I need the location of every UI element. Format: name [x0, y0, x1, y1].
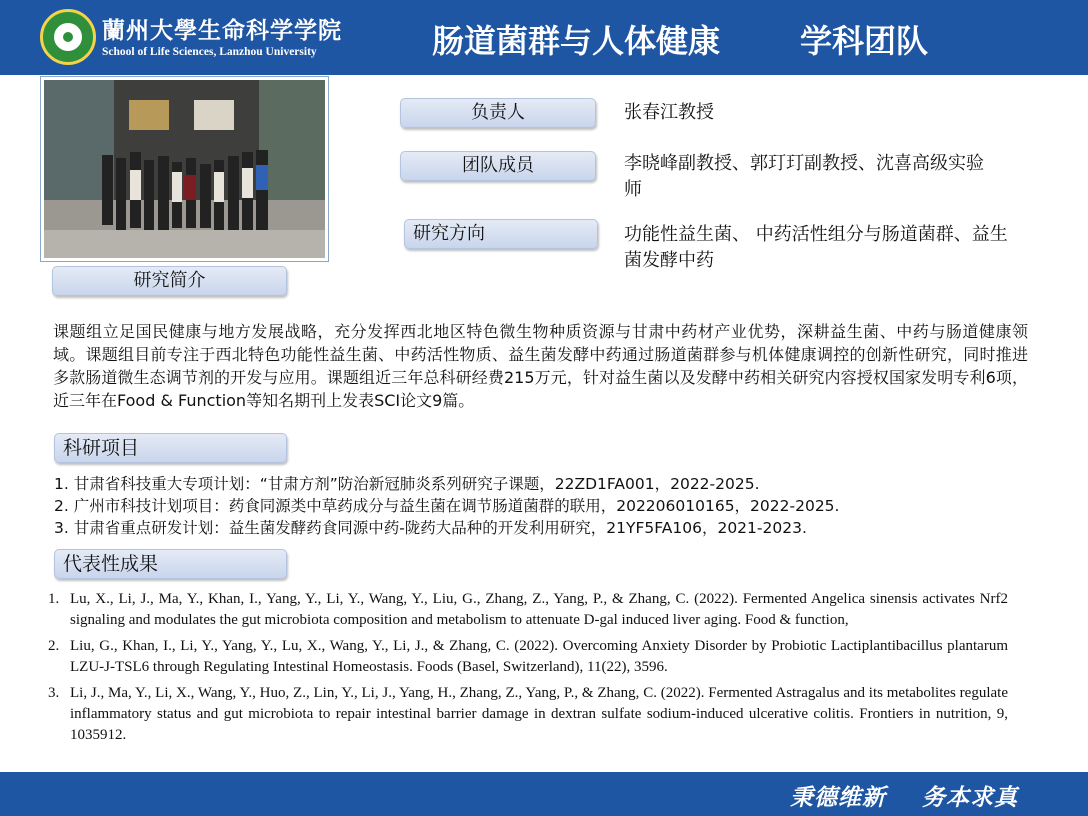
- item-number: 1.: [48, 591, 60, 607]
- achievements-list: [48, 589, 1008, 751]
- team-photo: [40, 76, 329, 262]
- motto: 秉德维新 务本求真: [790, 785, 1019, 811]
- university-logo: [40, 9, 96, 65]
- list-item: 3. 甘肃省重点研发计划：益生菌发酵药食同源中药-陇药大品种的开发利用研究，21YF5FA106，2021-2023.: [54, 519, 807, 537]
- intro-text: 课题组立足国民健康与地方发展战略，充分发挥西北地区特色微生物种质资源与甘肃中药材产业优势，深耕益生菌、中药与肠道健康领域。课题组目前专注于西北特色功能性益生菌、中药活性物质、益生菌发酵中药通过肠道菌群参与机体健康调控的创新性研究，同时推进多款肠道微生态调节剂的开发与应用。课题组近三年总科研经费215万元，针对益生菌以及发酵中药相关研究内容授权国家发明专利6项，近三年在Food & Function等知名期刊上发表SCI论文9篇。: [53, 322, 1028, 410]
- list-item: 1. 甘肃省科技重大专项计划：“甘肃方剂”防治新冠肺炎系列研究子课题，22ZD1FA001，2022-2025.: [54, 475, 760, 493]
- logo-emblem: [52, 21, 84, 53]
- page-subtitle: 学科团队: [800, 22, 929, 60]
- leader-value: 张春江教授: [624, 102, 714, 123]
- header-bar: [0, 0, 1088, 75]
- citation-text: Liu, G., Khan, I., Li, Y., Yang, Y., Lu, X., Wang, Y., Li, J., & Zhang, C. (2022). Overcoming Anxiety Disorder by Probiotic Lactiplantibacillus plantarum LZU-J-TSL6 through Regulating Intestinal Homeostasis. Foods (Basel, Switzerland), 11(22), 3596.: [70, 638, 1008, 675]
- citation-text: Lu, X., Li, J., Ma, Y., Khan, I., Yang, Y., Li, Y., Wang, Y., Liu, G., Zhang, Z., Yang, P., & Zhang, C. (2022). Fermented Angelica sinensis activates Nrf2 signaling and modulates the gut microbiota composition and metabolism to attenuate D-gal induced liver aging. Food & function,: [70, 591, 1008, 628]
- logo-center: [63, 32, 73, 42]
- university-english-name: School of Life Sciences, Lanzhou University: [102, 46, 317, 58]
- leader-label: 负责人: [400, 98, 596, 128]
- members-label: 团队成员: [400, 151, 596, 181]
- item-number: 2.: [48, 638, 60, 654]
- footer-bar: [0, 772, 1088, 816]
- item-number: 3.: [48, 685, 60, 701]
- college-name: 生命科学学院: [198, 17, 342, 44]
- citation-text: Li, J., Ma, Y., Li, X., Wang, Y., Huo, Z., Lin, Y., Li, J., Yang, H., Zhang, Z., Yang, P., & Zhang, C. (2022). Fermented Astragalus and its metabolites regulate inflammatory status and gut microbiota to repair intestinal barrier damage in dextran sulfate sodium-induced ulcerative colitis. Frontiers in nutrition, 9, 1035912.: [70, 685, 1008, 743]
- members-value: 李晓峰副教授、郭玎玎副教授、沈喜高级实验师: [624, 153, 984, 200]
- achievements-label: 代表性成果: [54, 549, 287, 579]
- list-item: [48, 683, 1008, 746]
- projects-list: [54, 473, 1034, 539]
- direction-value: 功能性益生菌、 中药活性组分与肠道菌群、益生菌发酵中药: [624, 224, 1008, 271]
- university-name: 蘭州大學: [102, 17, 198, 44]
- intro-label: 研究简介: [52, 266, 287, 296]
- direction-label: 研究方向: [404, 219, 598, 249]
- university-college-name: [102, 12, 342, 45]
- list-item: 2. 广州市科技计划项目：药食同源类中草药成分与益生菌在调节肠道菌群的联用，202206010165，2022-2025.: [54, 497, 840, 515]
- list-item: [48, 636, 1008, 678]
- page-title: 肠道菌群与人体健康: [432, 22, 721, 60]
- team-photo-illustration: [44, 80, 325, 258]
- projects-label: 科研项目: [54, 433, 287, 463]
- list-item: [48, 589, 1008, 631]
